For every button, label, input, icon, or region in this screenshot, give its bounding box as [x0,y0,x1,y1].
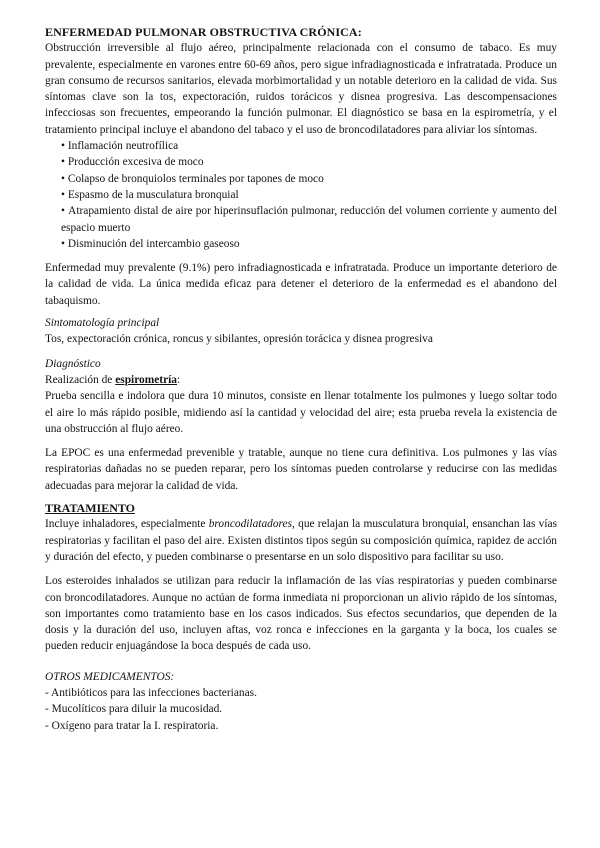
diagnosis-lead-text: Realización de [45,373,116,386]
list-item: - Mucolíticos para diluir la mucosidad. [45,703,223,716]
other-meds-heading: OTROS MEDICAMENTOS: [45,670,175,683]
list-item: • Atrapamiento distal de aire por hiperinsuflación pulmonar, reducción del volumen corriente y aumento del espacio muerto [61,203,557,236]
symptoms-heading: Sintomatología principal [45,317,160,330]
list-item: • Colapso de bronquiolos terminales por tapones de moco [61,171,557,187]
diagnosis-lead-colon: : [177,373,181,386]
list-item: • Producción excesiva de moco [61,154,557,170]
intro-paragraph: Obstrucción irreversible al flujo aéreo, principalmente relacionada con el consumo de tabaco. Es muy prevalente, especialmente en varones entre 60-69 años, pero sigue infradiagnosticada e infratratada. Produce un gran consumo de recursos sanitarios, elevada morbimortalidad y un notable deterioro en la calidad de vida. Sus síntomas clave son la tos, expectoración, ruidos torácicos y disnea progresiva. Las descompensaciones infecciosas son frecuentes, empeorando la función pulmonar. El diagnóstico se basa en la espirometría, y el tratamiento principal incluye el abandono del tabaco y el uso de broncodilatadores para aliviar los síntomas. [45,42,557,136]
treatment-p1-before: Incluye inhaladores, especialmente [45,518,209,531]
treatment-p1-after: , que relajan la musculatura bronquial, ensanchan las vías respiratorias y facilitan el paso del aire. Existen distintos tipos según su composición química, rapidez de acción y duración del efecto, y pueden combinarse o presentarse en un solo dispositivo para facilitar su uso. [45,518,558,563]
list-item: - Antibióticos para las infecciones bacterianas. [45,686,257,699]
other-meds-list [45,685,557,734]
diagnosis-paragraph: Prueba sencilla e indolora que dura 10 minutos, consiste en llenar totalmente los pulmones y luego soltar todo el aire lo más rápido posible, midiendo así la cantidad y velocidad del aire; esta prueba revela la existencia de una obstrucción al flujo aéreo. [45,390,557,435]
spirometry-keyword: espirometría [115,373,178,386]
symptoms-paragraph: Tos, expectoración crónica, roncus y sibilantes, opresión torácica y disnea progresiva [45,333,433,346]
document-title: ENFERMEDAD PULMONAR OBSTRUCTIVA CRÓNICA: [45,25,362,39]
list-item: - Oxígeno para tratar la I. respiratoria. [45,719,219,732]
epoc-note-paragraph: La EPOC es una enfermedad prevenible y tratable, aunque no tiene cura definitiva. Los pulmones y las vías respiratorias dañadas no se pueden reparar, pero los síntomas pueden controlarse y reducirse con las medidas adecuadas para mejorar la calidad de vida. [45,447,557,492]
list-item: • Espasmo de la musculatura bronquial [61,187,557,203]
list-item: • Disminución del intercambio gaseoso [61,236,557,252]
treatment-heading: TRATAMIENTO [45,501,136,516]
bronchodilators-term: broncodilatadores [208,518,293,531]
diagnosis-lead [45,372,557,388]
list-item: • Inflamación neutrofílica [61,138,557,154]
treatment-paragraph-1 [45,516,557,565]
pathophysiology-list [45,138,557,252]
prevalence-paragraph: Enfermedad muy prevalente (9.1%) pero infradiagnosticada e infratratada. Produce un importante deterioro de la calidad de vida. La única medida eficaz para detener el deterioro de la enfermedad es el abandono del tabaquismo. [45,262,557,307]
document-page [45,24,557,734]
diagnosis-heading: Diagnóstico [45,357,101,370]
treatment-paragraph-2: Los esteroides inhalados se utilizan para reducir la inflamación de las vías respiratorias y pueden combinarse con broncodilatadores. Aunque no actúan de forma inmediata ni proporcionan un alivio rápido de los síntomas, son importantes como tratamiento base en los casos indicados. Sus efectos secundarios, que dependen de la dosis y la duración del uso, incluyen aftas, voz ronca e infecciones en la garganta y la boca, los cuales se pueden reducir enjuagándose la boca después de cada uso. [45,575,557,653]
